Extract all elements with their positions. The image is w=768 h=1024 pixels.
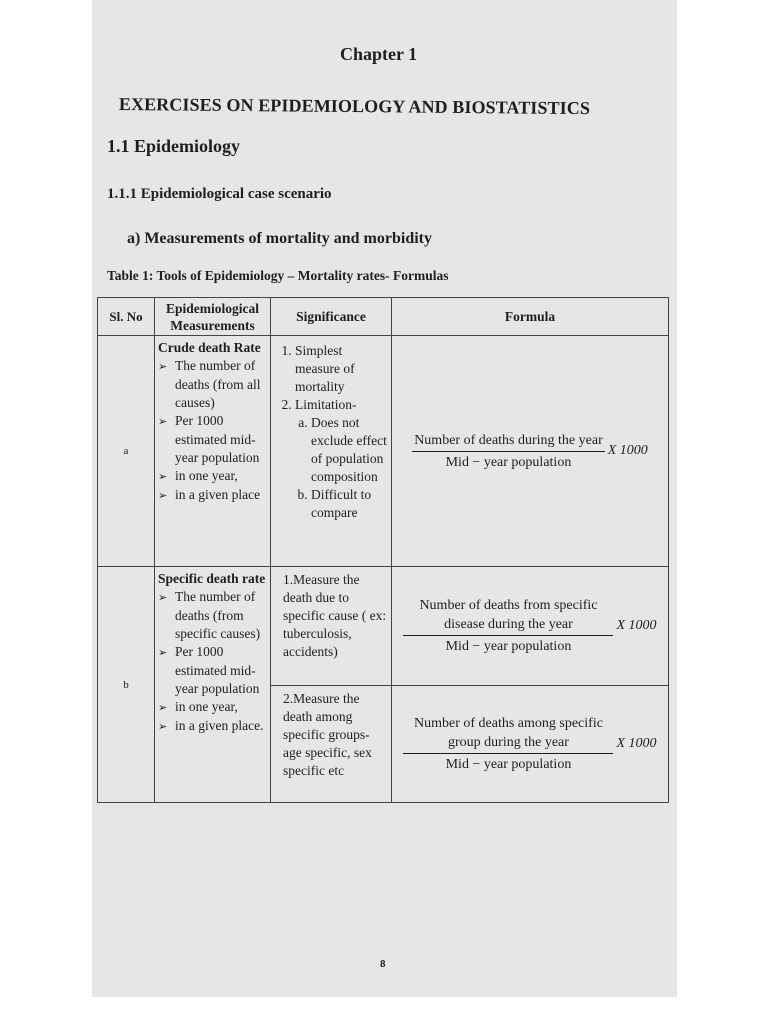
list-item: 1. Simplest measure of mortality	[295, 342, 387, 396]
sub-list	[295, 414, 387, 522]
significance-cell: 2.Measure the death among specific groups- age specific, sex specific etc	[271, 686, 392, 803]
formula-group-specific-death-rate	[392, 714, 668, 774]
header-measurements: Epidemiological Measurements	[155, 298, 271, 336]
measurement-bullets	[158, 588, 267, 736]
list-item: ➢ in a given place	[158, 486, 267, 505]
multiplier: X 1000	[616, 736, 657, 751]
page-number: 8	[380, 958, 386, 970]
fraction	[403, 714, 613, 774]
list-item	[295, 396, 387, 522]
list-item: a. Does not exclude effect of population composition	[311, 414, 387, 486]
header-sl-no: Sl. No	[98, 298, 155, 336]
multiplier: X 1000	[616, 618, 657, 633]
header-significance: Significance	[271, 298, 392, 336]
list-item: ➢ The number of deaths (from specific causes)	[158, 588, 267, 643]
table-header-row	[98, 298, 669, 336]
table-caption: Table 1: Tools of Epidemiology – Mortality rates- Formulas	[107, 268, 449, 283]
denominator: Mid − year population	[445, 454, 572, 470]
measurement-bullets	[158, 357, 267, 505]
header-formula: Formula	[392, 298, 669, 336]
fraction	[412, 431, 605, 472]
list-item: ➢ in a given place.	[158, 717, 267, 736]
subsubsection-heading: a) Measurements of mortality and morbidity	[127, 230, 432, 247]
formula-cell	[392, 686, 669, 803]
formula-cause-specific-death-rate	[392, 596, 668, 656]
main-title: EXERCISES ON EPIDEMIOLOGY AND BIOSTATISTICS	[118, 94, 591, 119]
row-sl-no: b	[98, 567, 155, 803]
list-item: ➢ in one year,	[158, 467, 267, 486]
subsection-heading: 1.1.1 Epidemiological case scenario	[107, 186, 332, 202]
numerator: Number of deaths from specific disease during the year	[403, 596, 613, 636]
fraction	[403, 596, 613, 656]
mortality-rates-table	[97, 297, 669, 803]
section-heading: 1.1 Epidemiology	[107, 136, 241, 156]
measurement-title: Specific death rate	[158, 571, 266, 586]
denominator: Mid − year population	[445, 757, 572, 772]
significance-cell	[271, 336, 392, 567]
list-item: ➢ Per 1000 estimated mid-year population	[158, 412, 267, 467]
list-item-label: Limitation-	[295, 397, 357, 412]
list-item: ➢ Per 1000 estimated mid-year population	[158, 643, 267, 698]
formula-cell	[392, 567, 669, 686]
row-sl-no: a	[98, 336, 155, 567]
measurement-cell	[155, 336, 271, 567]
numerator: Number of deaths among specific group during the year	[403, 714, 613, 754]
multiplier: X 1000	[607, 443, 648, 458]
formula-cell	[392, 336, 669, 567]
list-item: ➢ The number of deaths (from all causes)	[158, 357, 267, 412]
measurement-title: Crude death Rate	[158, 340, 261, 355]
measurement-cell	[155, 567, 271, 803]
significance-cell: 1.Measure the death due to specific cause ( ex: tuberculosis, accidents)	[271, 567, 392, 686]
table-row	[98, 567, 669, 686]
table-row	[98, 336, 669, 567]
formula-crude-death-rate	[392, 431, 668, 472]
significance-list	[277, 342, 387, 522]
denominator: Mid − year population	[445, 639, 572, 654]
list-item: ➢ in one year,	[158, 698, 267, 717]
chapter-heading: Chapter 1	[340, 44, 418, 64]
numerator: Number of deaths during the year	[412, 431, 605, 452]
list-item: b. Difficult to compare	[311, 486, 387, 522]
